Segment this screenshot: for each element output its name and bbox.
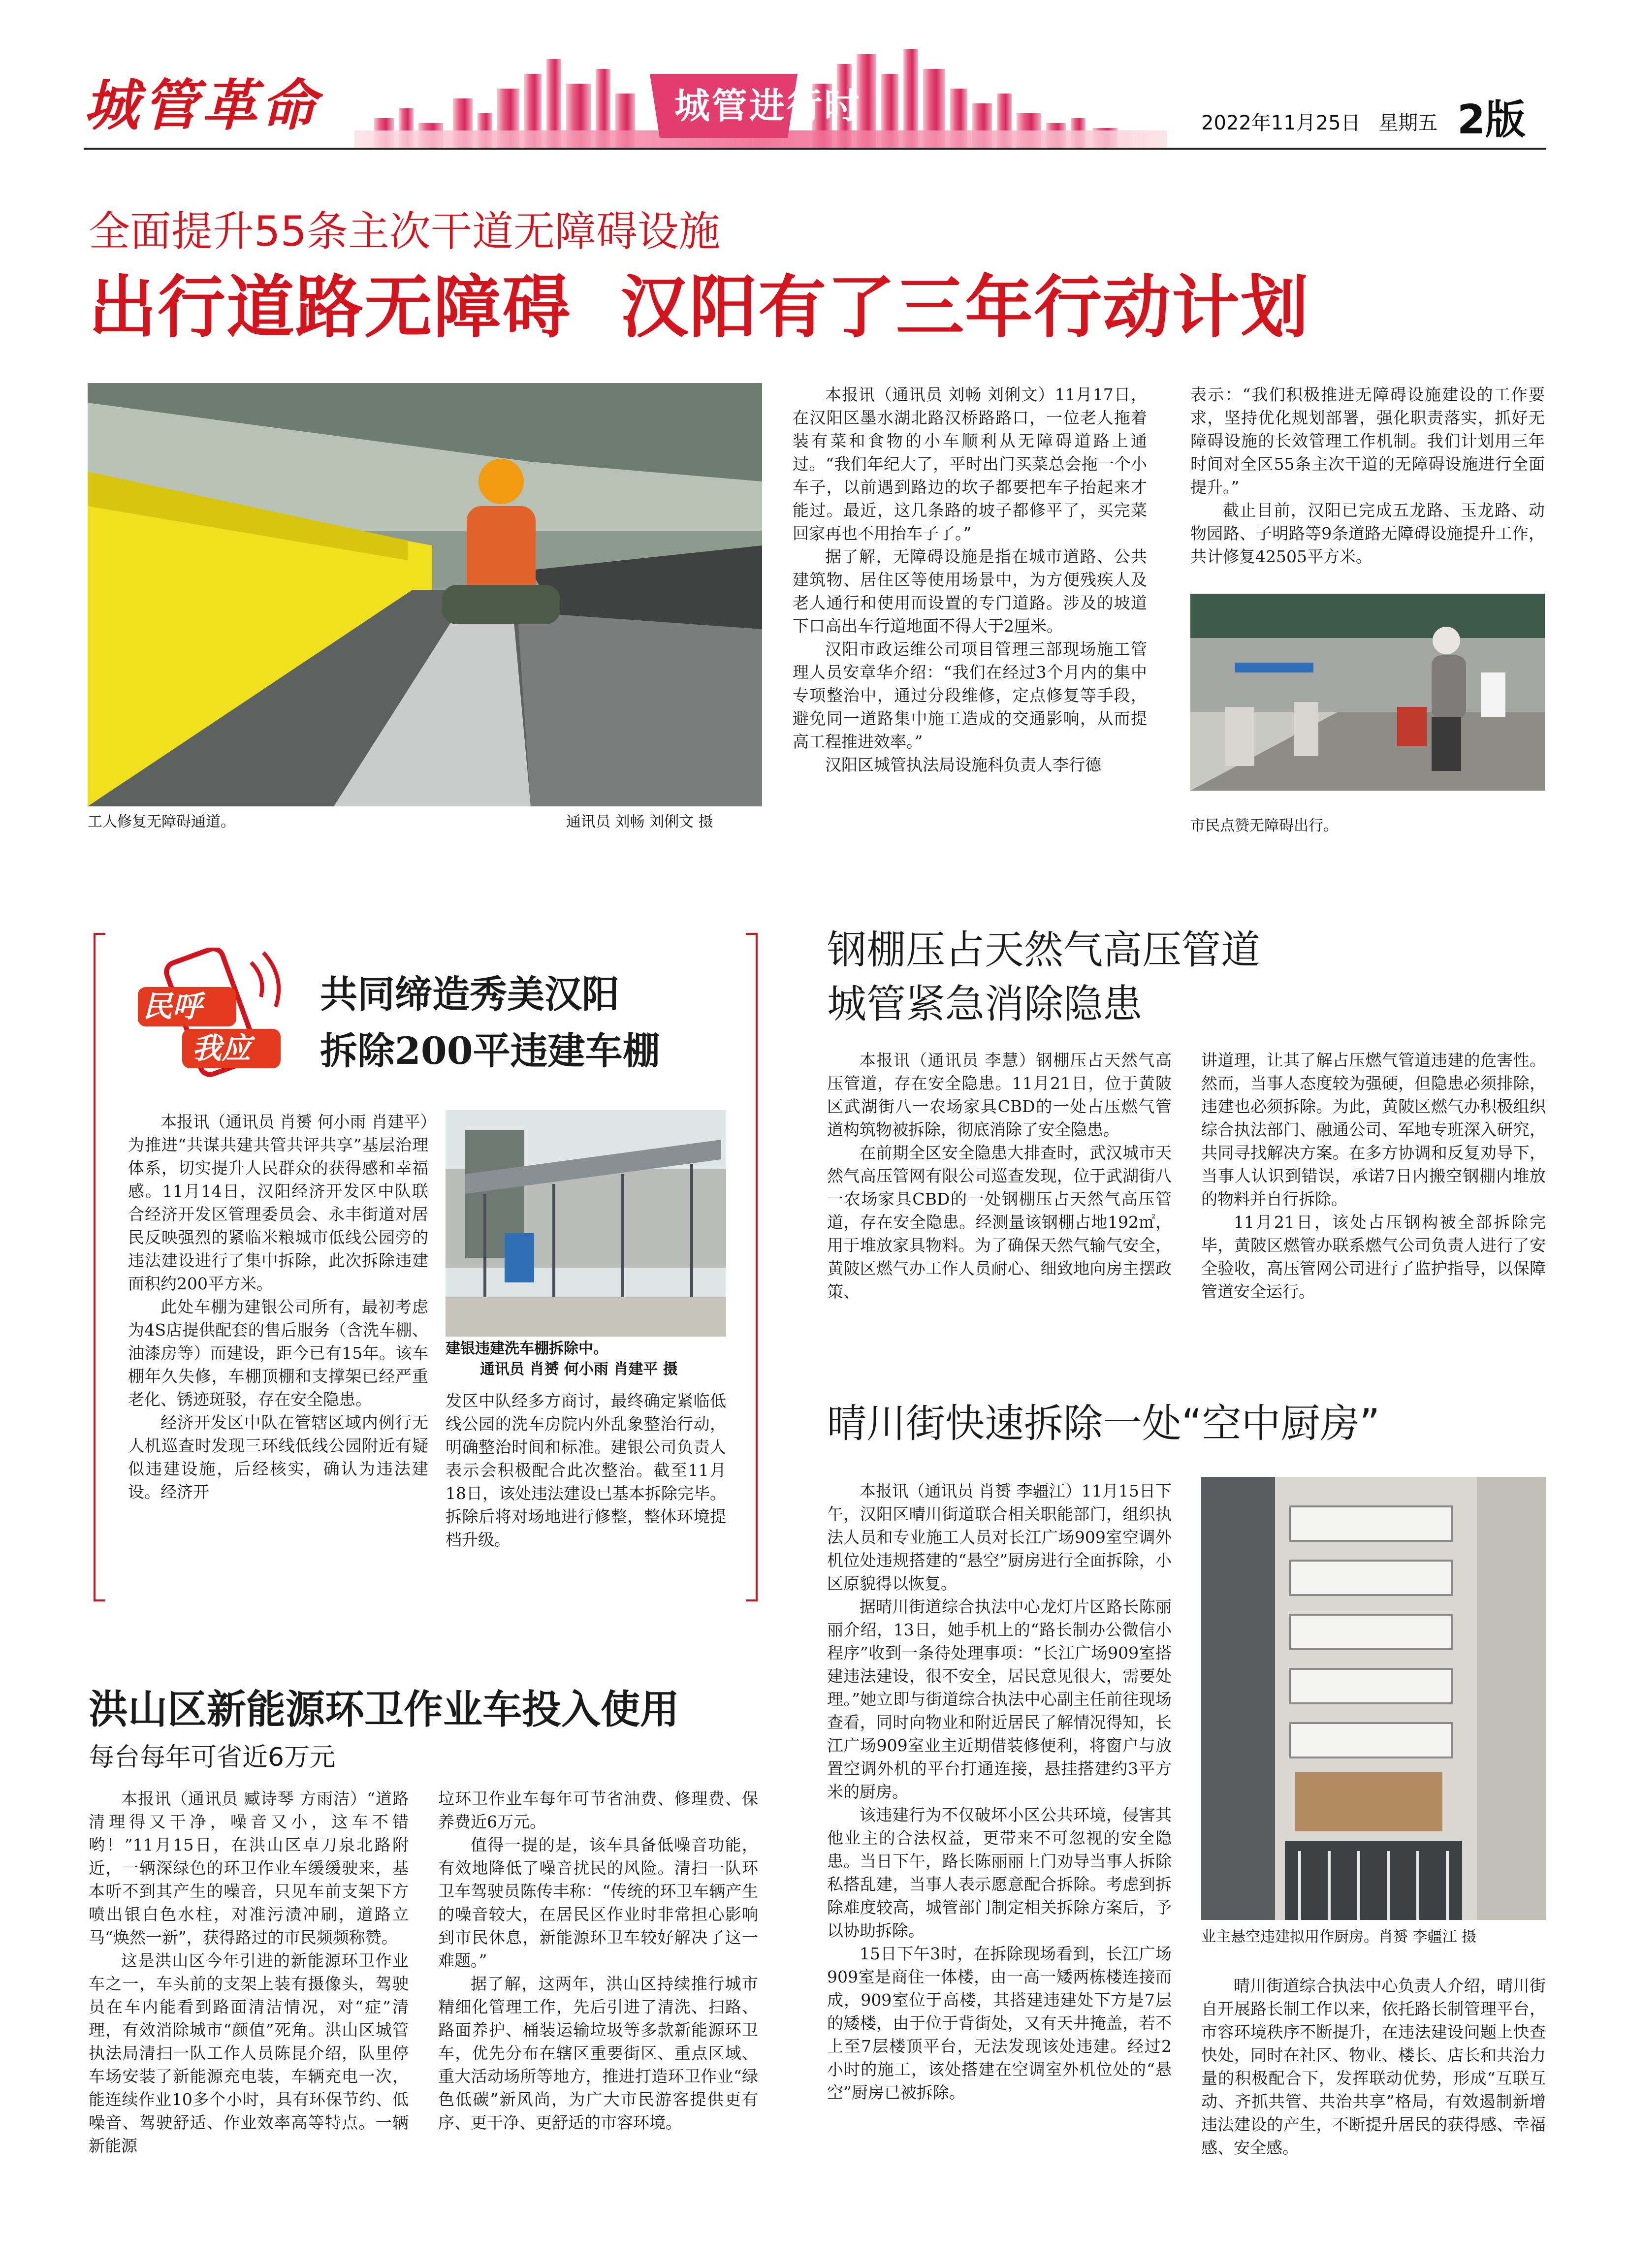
sanitation-paragraph: 据了解，这两年，洪山区持续推行城市精细化管理工作，先后引进了清洗、扫路、路面养护、桶装运输垃圾等多款新能源环卫车，优先分布在辖区重要街区、重点区域、重大活动场所等地方，推进打造环卫作业“绿色低碳”新风尚，为广大市民游客提供更有序、更干净、更舒适的市容环境。 bbox=[438, 1974, 758, 2132]
lead-paragraph: 表示：“我们积极推进无障碍设施建设的工作要求，坚持优化规划部署，强化职责落实，抓好无障碍设施的长效管理工作机制。我们计划用三年时间对全区55条主次干道的无障碍设施进行全面提升。” bbox=[1190, 385, 1545, 497]
shed-frame-left bbox=[94, 933, 105, 1601]
sanitation-column-1 bbox=[89, 1787, 409, 2157]
section-title: 城管进行时 bbox=[674, 85, 862, 127]
sanitation-paragraph: 值得一提的是，该车具备低噪音功能，有效地降低了噪音扰民的风险。清扫一队环卫车驾驶员陈传丰称：“传统的环卫车辆产生的噪音较大，在居民区作业时非常担心影响到市民休息，新能源环卫车较好解决了这一难题。” bbox=[438, 1835, 758, 1970]
kitchen-paragraph: 本报讯（通讯员 肖赟 李疆江）11月15日下午，汉阳区晴川街道联合相关职能部门，组织执法人员和专业施工人员对长江广场909室空调外机位处违规搭建的“悬空”厨房进行全面拆除，小区原貌得以恢复。 bbox=[827, 1481, 1172, 1593]
masthead-logo: 城管革命 bbox=[84, 73, 320, 138]
masthead-date bbox=[1201, 109, 1437, 137]
shed-photo-credit: 通讯员 肖赟 何小雨 肖建平 摄 bbox=[480, 1361, 678, 1378]
shed-frame-right bbox=[746, 933, 758, 1601]
lead-paragraph: 据了解，无障碍设施是指在城市道路、公共建筑物、居住区等使用场景中，为方便残疾人及老人通行和使用而设置的专门道路。涉及的坡道下口高出车行道地面不得大于2厘米。 bbox=[793, 547, 1147, 636]
sanitation-subtitle: 每台每年可省近6万元 bbox=[89, 1743, 336, 1772]
kitchen-title: 晴川街快速拆除一处“空中厨房” bbox=[827, 1401, 1380, 1446]
pipeline-title-line-2: 城管紧急消除隐患 bbox=[827, 981, 1142, 1027]
kitchen-column-1 bbox=[827, 1479, 1172, 2104]
pipeline-paragraph: 本报讯（通讯员 李慧）钢棚压占天然气高压管道，存在安全隐患。11月21日，位于黄陂区武湖街八一农场家具CBD的一处占压燃气管道构筑物被拆除，彻底消除了安全隐患。 bbox=[827, 1051, 1172, 1139]
shed-title-line-2: 拆除200平违建车棚 bbox=[320, 1029, 660, 1073]
photo-elderly-illustration bbox=[1190, 594, 1545, 791]
shed-paragraph: 本报讯（通讯员 肖赟 何小雨 肖建平）为推进“共谋共建共管共评共享”基层治理体系，切实提升人民群众的获得感和幸福感。11月14日，汉阳经济开发区中队联合经济开发区管理委员会、永丰街道对居民反映强烈的紧临米粮城市低线公园旁的违法建设进行了集中拆除，此次拆除违建面积约200平方米。 bbox=[128, 1112, 428, 1293]
min-hu-wo-ying-badge bbox=[128, 948, 310, 1081]
lead-paragraph: 汉阳区城管执法局设施科负责人李行德 bbox=[825, 755, 1101, 774]
pipeline-title-line-1: 钢棚压占天然气高压管道 bbox=[827, 927, 1260, 973]
kitchen-paragraph: 据晴川街道综合执法中心龙灯片区路长陈丽丽介绍，13日，她手机上的“路长制办公微信小程序”收到一条待处理事项：“长江广场909室搭建违法建设，很不安全，居民意见很大，需要处理。”她立即与街道综合执法中心副主任前往现场查看，同时向物业和附近居民了解情况得知，长江广场909室业主近期借装修便利，将窗户与放置空调外机的平台打通连接，悬挂搭建约3平方米的厨房。 bbox=[827, 1597, 1172, 1801]
shed-paragraph: 经济开发区中队在管辖区域内例行无人机巡查时发现三环线低线公园附近有疑似违建设施，后经核实，确认为违法建设。经济开 bbox=[128, 1413, 428, 1501]
shed-column-1 bbox=[128, 1110, 428, 1503]
sanitation-paragraph: 这是洪山区今年引进的新能源环卫作业车之一，车头前的支架上装有摄像头，驾驶员在车内能看到路面清洁情况，对“症”清理，有效消除城市“颜值”死角。洪山区城管执法局清扫一队工作人员陈昆介绍，队里停车场安装了新能源充电装，车辆充电一次，能连续作业10多个小时，具有环保节约、低噪音、驾驶舒适、作业效率高等特点。一辆新能源 bbox=[89, 1951, 409, 2155]
kitchen-paragraph: 该违建行为不仅破坏小区公共环境，侵害其他业主的合法权益，更带来不可忽视的安全隐患。当日下午，路长陈丽丽上门劝导当事人拆除私搭乱建，当事人表示愿意配合拆除。考虑到拆除难度较高，城管部门制定相关拆除方案后，予以协助拆除。 bbox=[827, 1805, 1172, 1940]
pipeline-column-2 bbox=[1201, 1049, 1546, 1303]
photo-kitchen-illustration bbox=[1201, 1477, 1546, 1920]
lead-paragraph: 截止目前，汉阳已完成五龙路、玉龙路、动物园路、子明路等9条道路无障碍设施提升工作，共计修复42505平方米。 bbox=[1190, 501, 1545, 566]
shed-photo-caption: 建银违建洗车棚拆除中。 bbox=[446, 1340, 608, 1357]
lead-column-1 bbox=[793, 383, 1147, 776]
badge-line-2: 我应 bbox=[192, 1031, 251, 1066]
badge-line-1: 民呼 bbox=[143, 990, 202, 1024]
pipeline-paragraph: 11月21日，该处占压钢构被全部拆除完毕，黄陂区燃管办联系燃气公司负责人进行了安全验收，高压管网公司进行了监护指导，以保障管道安全运行。 bbox=[1201, 1213, 1546, 1301]
photo1-credit: 通讯员 刘畅 刘俐文 摄 bbox=[566, 813, 713, 831]
lead-column-2 bbox=[1190, 383, 1545, 568]
lead-paragraph: 本报讯（通讯员 刘畅 刘俐文）11月17日，在汉阳区墨水湖北路汉桥路路口，一位老人拖着装有菜和食物的小车顺利从无障碍道路上通过。“我们年纪大了，平时出门买菜总会拖一个小车子，以前遇到路边的坎子都要把车子抬起来才能过。最近，这几条路的坡子都修平了，买完菜回家再也不用抬车子了。” bbox=[793, 385, 1147, 543]
shed-title-line-1: 共同缔造秀美汉阳 bbox=[320, 972, 619, 1016]
photo-worker-repairing-path bbox=[88, 383, 762, 806]
sanitation-column-2 bbox=[438, 1787, 758, 2134]
sanitation-title: 洪山区新能源环卫作业车投入使用 bbox=[89, 1686, 679, 1732]
kitchen-column-2 bbox=[1201, 1974, 1546, 2159]
shed-paragraph: 此处车棚为建银公司所有，最初考虑为4S店提供配套的售后服务（含洗车棚、油漆房等）而建设，距今已有15年。该车棚年久失修，车棚顶棚和支撑架已经严重老化、锈迹斑驳，存在安全隐患。 bbox=[128, 1297, 428, 1409]
shed-column-2 bbox=[446, 1389, 726, 1551]
photo1-caption: 工人修复无障碍通道。 bbox=[88, 813, 235, 831]
pipeline-paragraph: 在前期全区安全隐患大排查时，武汉城市天然气高压管网有限公司巡查发现，位于武湖街八一农场家具CBD的一处钢棚压占天然气高压管道，存在安全隐患。经测量该钢棚占地192㎡，用于堆放家具物料。为了确保天然气输气安全，黄陂区燃气办工作人员耐心、细致地向房主摆政策、 bbox=[827, 1143, 1172, 1301]
kitchen-paragraph: 晴川街道综合执法中心负责人介绍，晴川街自开展路长制工作以来，依托路长制管理平台，市容环境秩序不断提升，在违法建设问题上快查快处，同时在社区、物业、楼长、店长和共治力量的积极配合下，发挥联动优势，形成“互联互动、齐抓共管、共治共享”格局，有效遏制新增违法建设的产生，不断提升居民的获得感、幸福感、安全感。 bbox=[1201, 1976, 1546, 2157]
issue-weekday: 星期五 bbox=[1378, 112, 1438, 134]
sanitation-paragraph: 本报讯（通讯员 臧诗琴 方雨洁）“道路清理得又干净，噪音又小，这车不错哟！”11月15日，在洪山区卓刀泉北路附近，一辆深绿色的环卫作业车缓缓驶来，基本听不到其产生的噪音，只见车前支架下方喷出银白色水柱，对准污渍冲刷，道路立马“焕然一新”，获得路过的市民频频称赞。 bbox=[89, 1789, 409, 1947]
shed-paragraph: 发区中队经多方商讨，最终确定紧临低线公园的洗车房院内外乱象整治行动，明确整治时间和标准。建银公司负责人表示会积极配合此次整治。截至11月18日，该处违法建设已基本拆除完毕。拆除后将对场地进行修整，整体环境提档升级。 bbox=[446, 1391, 726, 1549]
photo2-caption: 市民点赞无障碍出行。 bbox=[1190, 817, 1338, 834]
photo-hanging-kitchen bbox=[1201, 1477, 1546, 1920]
photo-worker-illustration bbox=[88, 383, 762, 806]
kitchen-paragraph: 15日下午3时，在拆除现场看到，长江广场909室是商住一体楼，由一高一矮两栋楼连接而成，909室位于高楼，其搭建违建处下方是7层的矮楼，由于位于背街处，又有天井掩盖，若不上至7层楼顶平台，无法发现该处违建。经过2小时的施工，该处搭建在空调室外机位处的“悬空”厨房已被拆除。 bbox=[827, 1944, 1172, 2102]
masthead bbox=[0, 0, 1628, 158]
masthead-rule bbox=[84, 148, 1546, 150]
photo-shed-illustration bbox=[446, 1110, 726, 1337]
photo-car-wash-shed-demolition bbox=[446, 1110, 726, 1337]
pipeline-column-1 bbox=[827, 1049, 1172, 1303]
kitchen-photo-caption: 业主悬空违建拟用作厨房。肖赟 李疆江 摄 bbox=[1201, 1928, 1477, 1946]
photo-elderly-on-accessible-path bbox=[1190, 594, 1545, 791]
lead-title: 出行道路无障碍 汉阳有了三年行动计划 bbox=[89, 268, 1310, 347]
pipeline-paragraph: 讲道理，让其了解占压燃气管道违建的危害性。然而，当事人态度较为强硬，但隐患必须排除，违建也必须拆除。为此，黄陂区燃气办积极组织综合执法部门、融通公司、军地专班深入研究，共同寻找解决方案。在多方协调和反复劝导下，当事人认识到错误，承诺7日内搬空钢棚内堆放的物料并自行拆除。 bbox=[1201, 1051, 1546, 1209]
lead-paragraph: 汉阳市政运维公司项目管理三部现场施工管理人员安章华介绍：“我们在经过3个月内的集中专项整治中，通过分段维修，定点修复等手段，避免同一道路集中施工造成的交通影响，从而提高工程推进效率。” bbox=[793, 639, 1147, 751]
sanitation-paragraph: 垃环卫作业车每年可节省油费、修理费、保养费近6万元。 bbox=[438, 1789, 758, 1831]
lead-subtitle: 全面提升55条主次干道无障碍设施 bbox=[89, 207, 720, 256]
page-number: 2版 bbox=[1457, 96, 1526, 143]
issue-date: 2022年11月25日 bbox=[1201, 112, 1361, 134]
